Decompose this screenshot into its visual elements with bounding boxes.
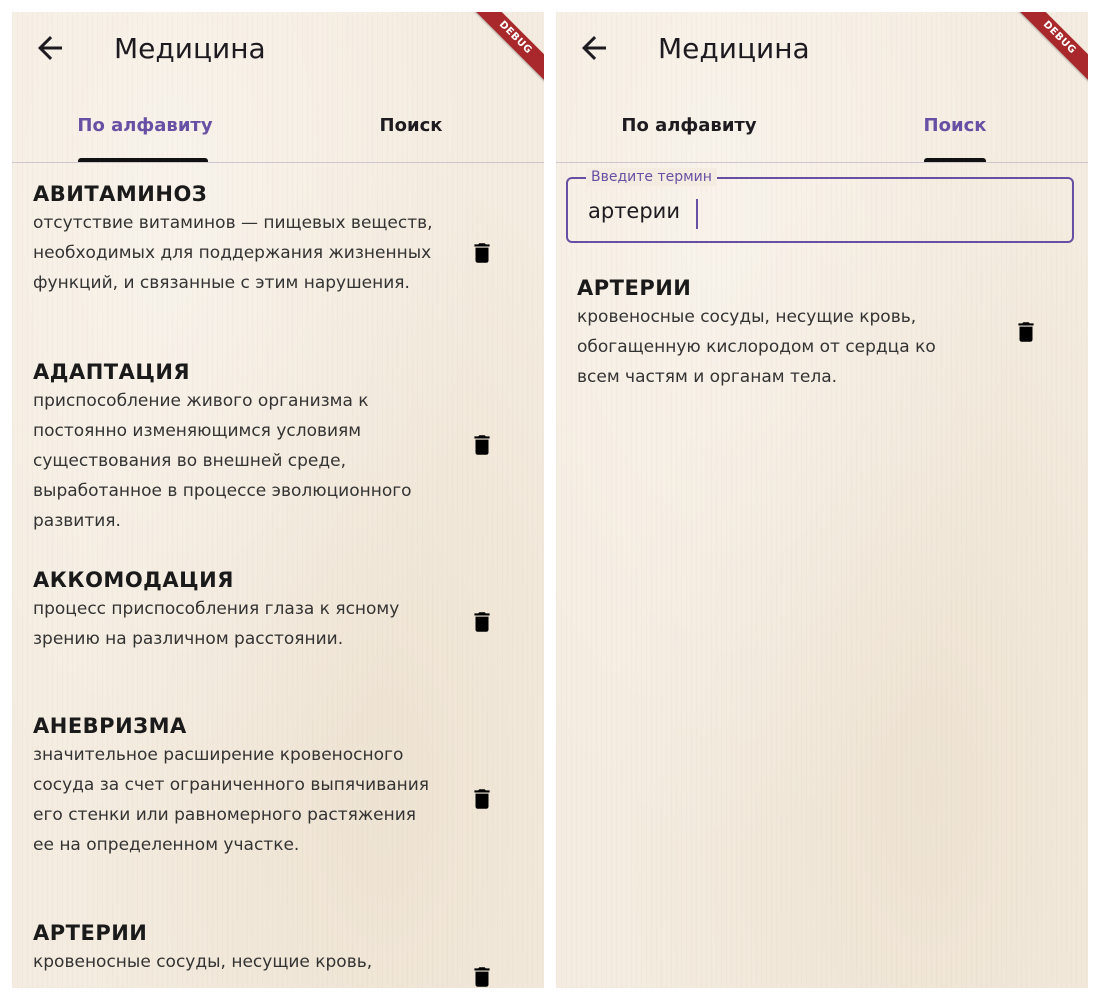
- term-definition: кровеносные сосуды, несущие кровь,: [33, 952, 373, 972]
- list-item: [33, 712, 513, 860]
- tab-search[interactable]: Поиск: [923, 115, 987, 136]
- trash-icon: [469, 606, 495, 638]
- term-title: АРТЕРИИ: [577, 276, 692, 300]
- delete-button[interactable]: [469, 237, 495, 269]
- search-input[interactable]: [588, 193, 1048, 229]
- trash-icon: [469, 429, 495, 461]
- term-definition: кровеносные сосуды, несущие кровь, обогащенную кислородом от сердца ко всем частям и органам тела.: [577, 307, 936, 387]
- trash-icon: [469, 237, 495, 269]
- term-definition: отсутствие витаминов — пищевых веществ, необходимых для поддержания жизненных функций, и связанные с этим нарушения.: [33, 213, 433, 293]
- app-bar: [556, 12, 1088, 92]
- app-title: Медицина: [114, 32, 266, 65]
- tab-indicator: [924, 158, 986, 162]
- list-item: [33, 358, 513, 536]
- alphabet-screen: [12, 12, 544, 988]
- trash-icon: [469, 783, 495, 815]
- back-button[interactable]: [576, 30, 612, 66]
- search-field[interactable]: [566, 169, 1074, 243]
- delete-button[interactable]: [469, 961, 495, 988]
- list-item: [33, 180, 513, 298]
- trash-icon: [469, 961, 495, 988]
- delete-button[interactable]: [469, 783, 495, 815]
- debug-banner: [1008, 12, 1088, 92]
- arrow-left-icon: [32, 30, 68, 66]
- tab-bar: [12, 102, 544, 163]
- term-title: АДАПТАЦИЯ: [33, 360, 191, 384]
- delete-button[interactable]: [1013, 316, 1039, 348]
- term-definition: процесс приспособления глаза к ясному зрению на различном расстоянии.: [33, 599, 400, 649]
- trash-icon: [1013, 316, 1039, 348]
- term-title: АВИТАМИНОЗ: [33, 182, 208, 206]
- text-cursor: [696, 199, 698, 229]
- app-title: Медицина: [658, 32, 810, 65]
- arrow-left-icon: [576, 30, 612, 66]
- term-title: АРТЕРИИ: [33, 921, 148, 945]
- list-item: [33, 919, 513, 977]
- term-definition: значительное расширение кровеносного сосуда за счет ограниченного выпячивания его стенки или равномерного растяжения ее на определенном участке.: [33, 745, 430, 855]
- tab-alphabet[interactable]: По алфавиту: [77, 115, 213, 136]
- tab-alphabet[interactable]: По алфавиту: [621, 115, 757, 136]
- term-title: АККОМОДАЦИЯ: [33, 568, 234, 592]
- debug-label: DEBUG: [1011, 12, 1088, 86]
- tab-indicator: [78, 158, 208, 162]
- app-bar: [12, 12, 544, 92]
- debug-banner: [464, 12, 544, 92]
- list-item: [33, 566, 513, 654]
- term-title: АНЕВРИЗМА: [33, 714, 187, 738]
- search-label: Введите термин: [586, 168, 717, 186]
- tab-search[interactable]: Поиск: [379, 115, 443, 136]
- delete-button[interactable]: [469, 429, 495, 461]
- tab-bar: [556, 102, 1088, 163]
- delete-button[interactable]: [469, 606, 495, 638]
- back-button[interactable]: [32, 30, 68, 66]
- debug-label: DEBUG: [467, 12, 544, 86]
- search-screen: [556, 12, 1088, 988]
- search-result-item: [577, 274, 1057, 392]
- term-definition: приспособление живого организма к постоянно изменяющимся условиям существования во внешней среде, выработанное в процессе эволюционного развития.: [33, 391, 412, 531]
